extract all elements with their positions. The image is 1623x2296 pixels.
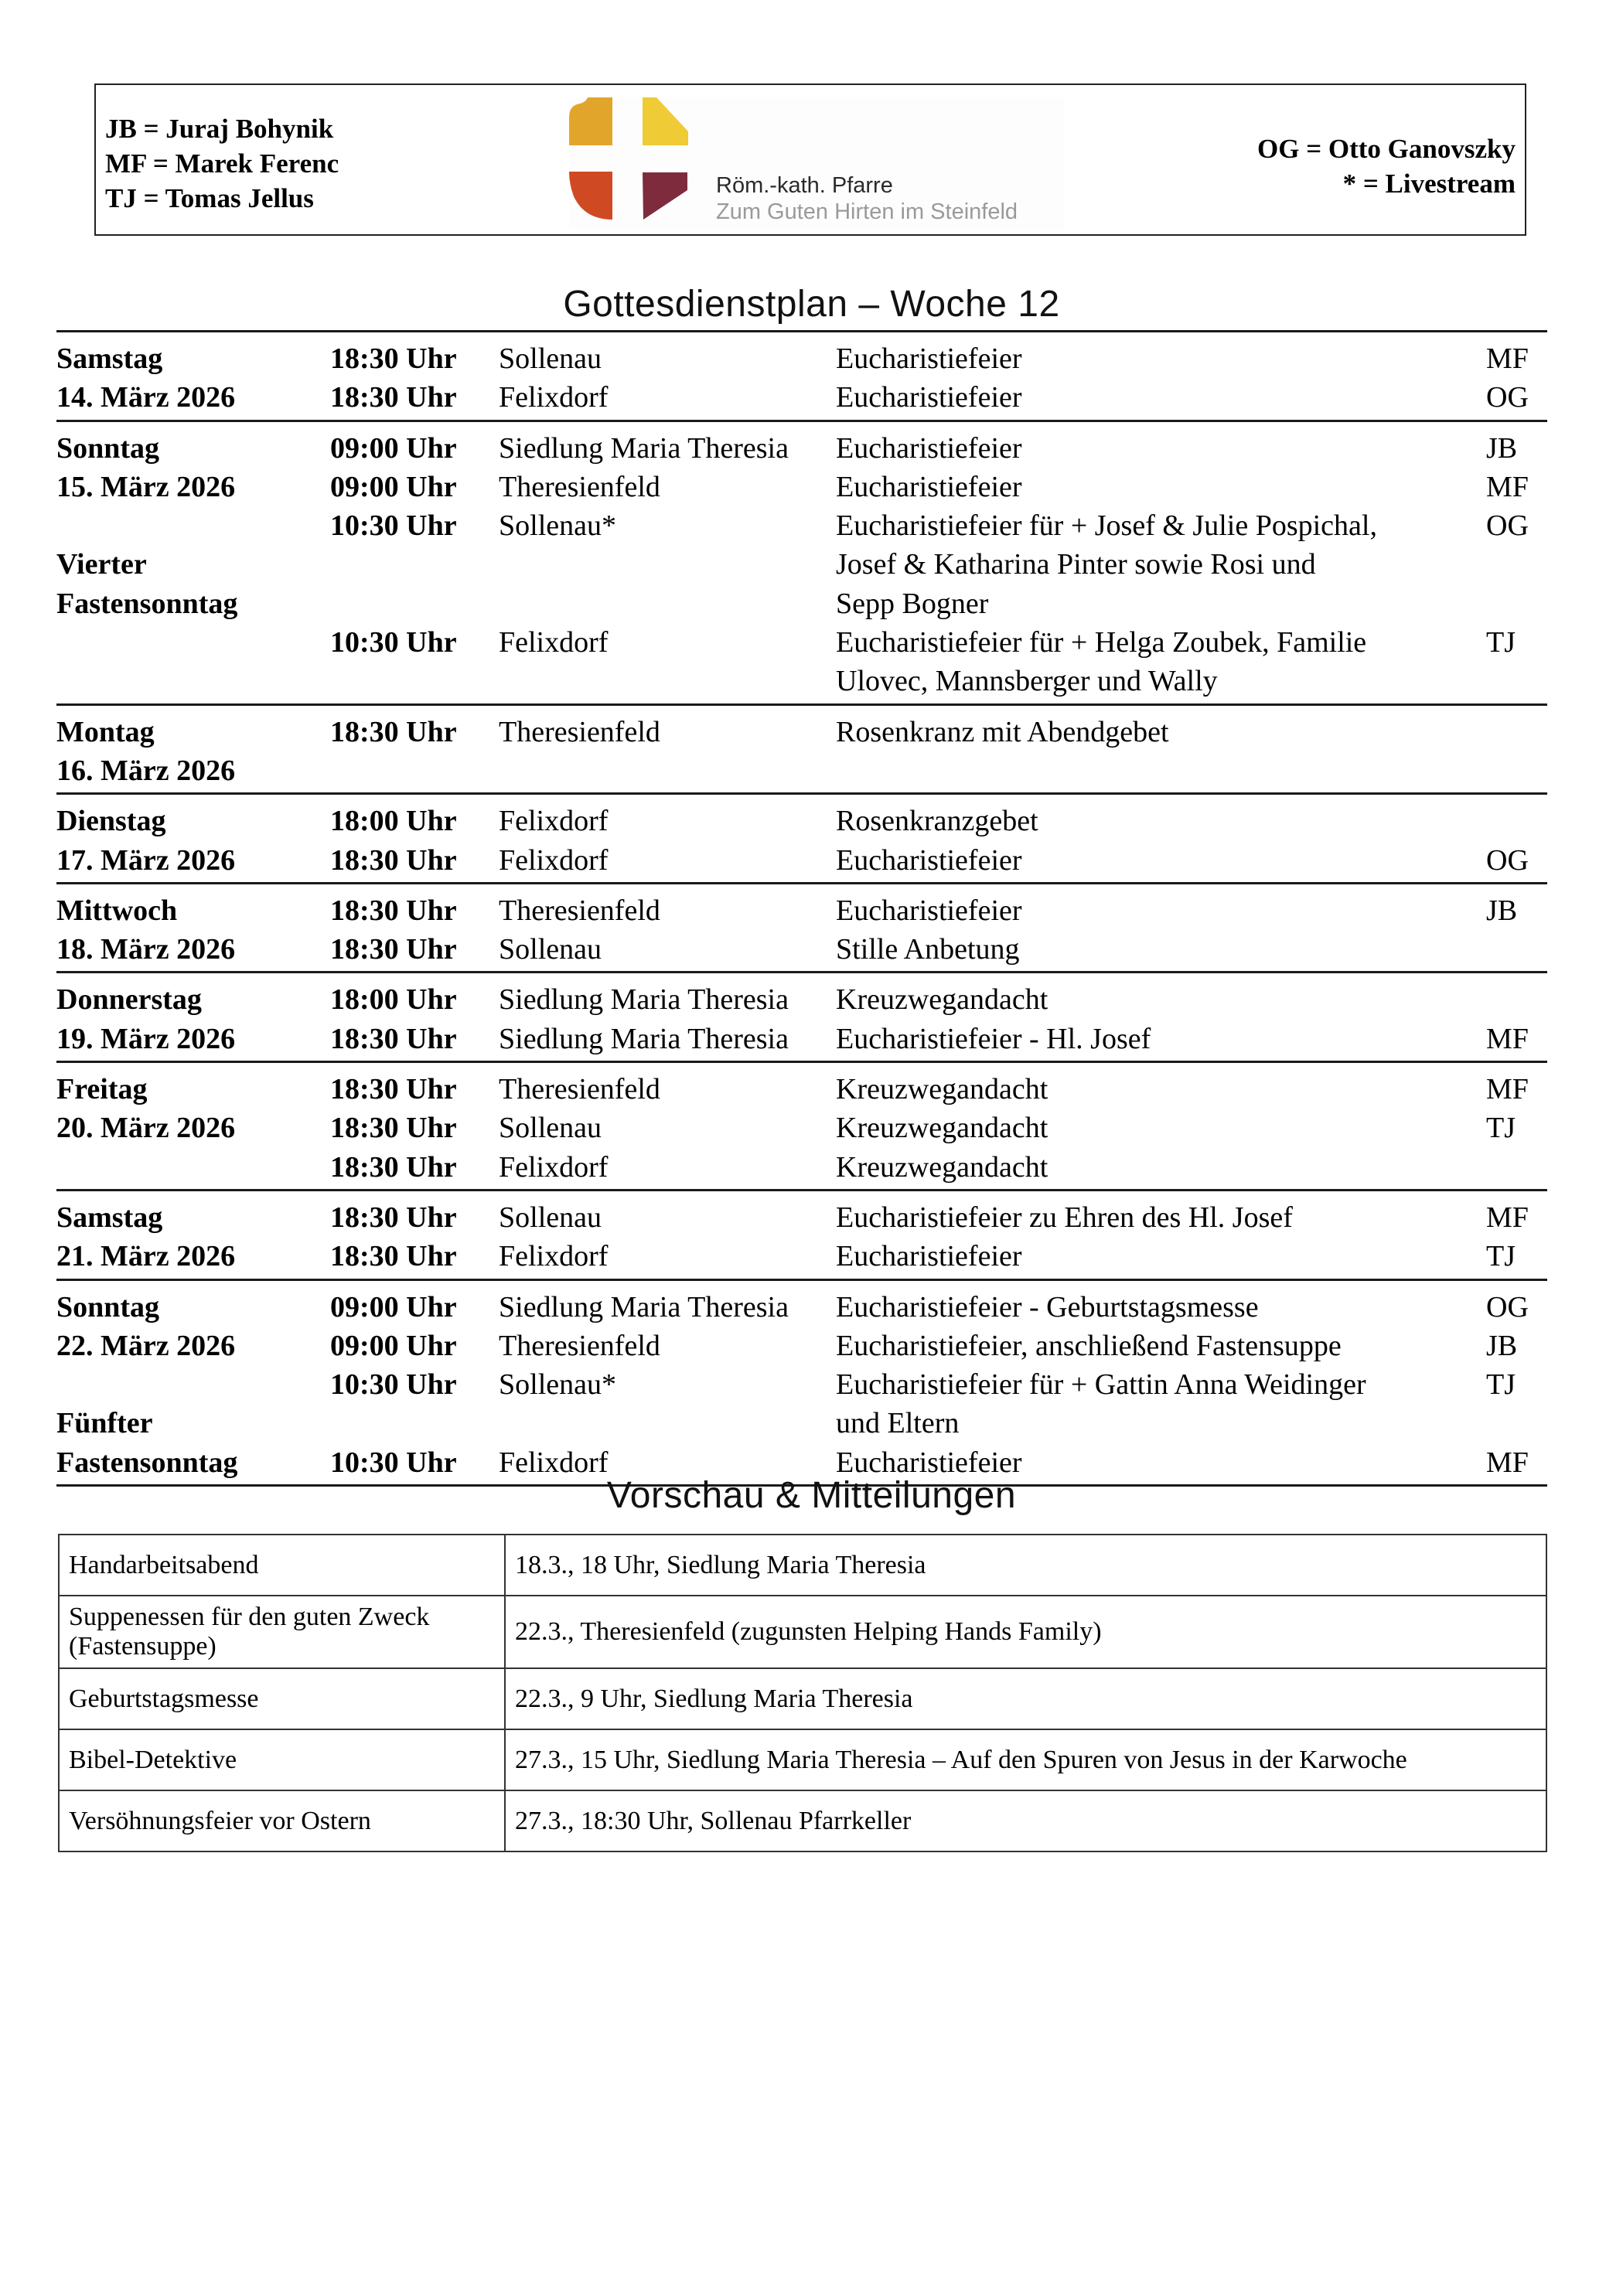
- service-location: Felixdorf: [499, 1240, 609, 1273]
- service-location: Felixdorf: [499, 381, 609, 414]
- service-description: Eucharistiefeier - Geburtstagsmesse: [836, 1290, 1259, 1323]
- service-time: 18:30 Uhr: [330, 1240, 457, 1273]
- day-label: Fünfter: [56, 1407, 153, 1440]
- schedule-line: [56, 980, 1547, 1019]
- legend-tj: TJ = Tomas Jellus: [105, 183, 314, 213]
- service-time: 18:30 Uhr: [330, 843, 457, 877]
- preview-event-details: 27.3., 15 Uhr, Siedlung Maria Theresia – Auf den Spuren von Jesus in der Karwoche: [505, 1729, 1546, 1790]
- service-description: Eucharistiefeier: [836, 894, 1022, 927]
- day-block: [56, 703, 1547, 793]
- legend-right: [1257, 131, 1516, 201]
- day-label: 21. März 2026: [56, 1240, 236, 1273]
- service-description: Eucharistiefeier: [836, 342, 1022, 375]
- schedule-table: [56, 330, 1547, 1487]
- day-block: [56, 330, 1547, 420]
- schedule-line: [56, 468, 1547, 506]
- parish-logo: [569, 97, 1064, 230]
- service-location: Felixdorf: [499, 805, 609, 838]
- schedule-line: [56, 1404, 1547, 1443]
- day-label: 20. März 2026: [56, 1112, 236, 1145]
- service-description: Sepp Bogner: [836, 587, 989, 620]
- service-location: Siedlung Maria Theresia: [499, 1290, 789, 1323]
- preview-row: [59, 1668, 1546, 1729]
- day-label: Montag: [56, 715, 155, 748]
- service-description: Eucharistiefeier: [836, 431, 1022, 465]
- day-block: [56, 882, 1547, 972]
- service-location: Siedlung Maria Theresia: [499, 1022, 789, 1055]
- service-description: Eucharistiefeier: [836, 1240, 1022, 1273]
- preview-event-details: 18.3., 18 Uhr, Siedlung Maria Theresia: [505, 1535, 1546, 1596]
- service-location: Theresienfeld: [499, 894, 660, 927]
- celebrant-initials: JB: [1486, 894, 1518, 927]
- legend-livestream: * = Livestream: [1342, 169, 1516, 199]
- day-label: 19. März 2026: [56, 1022, 236, 1055]
- service-time: 10:30 Uhr: [330, 509, 457, 543]
- schedule-line: [56, 891, 1547, 930]
- celebrant-initials: MF: [1486, 1073, 1529, 1106]
- schedule-line: [56, 623, 1547, 662]
- preview-row: [59, 1790, 1546, 1851]
- service-time: 18:00 Uhr: [330, 805, 457, 838]
- day-label: 16. März 2026: [56, 754, 236, 787]
- service-location: Sollenau*: [499, 1368, 616, 1402]
- preview-event-name: Suppenessen für den guten Zweck (Fastensuppe): [59, 1596, 505, 1668]
- service-time: 18:30 Uhr: [330, 715, 457, 748]
- service-description: Ulovec, Mannsberger und Wally: [836, 665, 1218, 698]
- celebrant-initials: OG: [1486, 1290, 1529, 1323]
- preview-event-details: 22.3., 9 Uhr, Siedlung Maria Theresia: [505, 1668, 1546, 1729]
- logo-line-2: Zum Guten Hirten im Steinfeld: [716, 199, 1018, 224]
- schedule-line: [56, 713, 1547, 751]
- service-description: Kreuzwegandacht: [836, 1150, 1048, 1184]
- service-time: 09:00 Uhr: [330, 1290, 457, 1323]
- day-block: [56, 971, 1547, 1061]
- schedule-line: [56, 802, 1547, 840]
- day-label: 22. März 2026: [56, 1329, 236, 1362]
- service-description: Rosenkranz mit Abendgebet: [836, 715, 1169, 748]
- celebrant-initials: TJ: [1486, 626, 1516, 659]
- schedule-line: [56, 1020, 1547, 1058]
- service-time: 18:00 Uhr: [330, 983, 457, 1017]
- day-label: Fastensonntag: [56, 587, 238, 620]
- day-block: [56, 1061, 1547, 1189]
- schedule-title: Gottesdienstplan – Woche 12: [563, 284, 1060, 325]
- service-description: Kreuzwegandacht: [836, 1073, 1048, 1106]
- schedule-line: [56, 378, 1547, 417]
- preview-event-details: 22.3., Theresienfeld (zugunsten Helping Hands Family): [505, 1596, 1546, 1668]
- day-label: Dienstag: [56, 805, 166, 838]
- service-description: Rosenkranzgebet: [836, 805, 1038, 838]
- service-time: 18:30 Uhr: [330, 1150, 457, 1184]
- service-time: 18:30 Uhr: [330, 1073, 457, 1106]
- schedule-line: [56, 506, 1547, 545]
- service-description: Stille Anbetung: [836, 933, 1020, 966]
- day-label: Sonntag: [56, 1290, 160, 1323]
- service-time: 10:30 Uhr: [330, 626, 457, 659]
- celebrant-initials: MF: [1486, 1201, 1529, 1234]
- service-description: Eucharistiefeier für + Gattin Anna Weidinger: [836, 1368, 1366, 1402]
- preview-event-name: Handarbeitsabend: [59, 1535, 505, 1596]
- schedule-line: [56, 1288, 1547, 1327]
- service-description: Eucharistiefeier zu Ehren des Hl. Josef: [836, 1201, 1293, 1234]
- service-location: Felixdorf: [499, 1446, 609, 1479]
- service-location: Theresienfeld: [499, 1329, 660, 1362]
- service-location: Theresienfeld: [499, 1073, 660, 1106]
- service-time: 09:00 Uhr: [330, 1329, 457, 1362]
- celebrant-initials: TJ: [1486, 1240, 1516, 1273]
- preview-event-details: 27.3., 18:30 Uhr, Sollenau Pfarrkeller: [505, 1790, 1546, 1851]
- schedule-line: [56, 841, 1547, 880]
- service-location: Sollenau: [499, 933, 602, 966]
- preview-row: [59, 1596, 1546, 1668]
- celebrant-initials: OG: [1486, 509, 1529, 543]
- celebrant-initials: JB: [1486, 431, 1518, 465]
- preview-row: [59, 1729, 1546, 1790]
- legend-og: OG = Otto Ganovszky: [1257, 134, 1516, 164]
- service-time: 09:00 Uhr: [330, 431, 457, 465]
- logo-line-1: Röm.-kath. Pfarre: [716, 173, 893, 198]
- service-location: Siedlung Maria Theresia: [499, 983, 789, 1017]
- celebrant-initials: MF: [1486, 1446, 1529, 1479]
- service-description: Eucharistiefeier für + Josef & Julie Pospichal,: [836, 509, 1377, 543]
- service-location: Siedlung Maria Theresia: [499, 431, 789, 465]
- preview-event-name: Bibel-Detektive: [59, 1729, 505, 1790]
- service-description: Eucharistiefeier für + Helga Zoubek, Familie: [836, 626, 1367, 659]
- service-description: Eucharistiefeier: [836, 381, 1022, 414]
- service-description: Eucharistiefeier: [836, 1446, 1022, 1479]
- celebrant-initials: TJ: [1486, 1112, 1516, 1145]
- service-description: Eucharistiefeier: [836, 843, 1022, 877]
- schedule-line: [56, 1365, 1547, 1404]
- cross-shield-icon: [569, 97, 708, 230]
- day-label: Donnerstag: [56, 983, 202, 1017]
- service-time: 18:30 Uhr: [330, 1112, 457, 1145]
- service-description: Kreuzwegandacht: [836, 983, 1048, 1017]
- preview-title: Vorschau & Mitteilungen: [606, 1475, 1017, 1516]
- schedule-line: [56, 1237, 1547, 1276]
- schedule-line: [56, 429, 1547, 468]
- celebrant-initials: TJ: [1486, 1368, 1516, 1402]
- day-label: Freitag: [56, 1073, 148, 1106]
- schedule-line: [56, 1109, 1547, 1147]
- service-description: Eucharistiefeier - Hl. Josef: [836, 1022, 1151, 1055]
- service-time: 10:30 Uhr: [330, 1368, 457, 1402]
- schedule-line: [56, 1070, 1547, 1109]
- service-time: 09:00 Uhr: [330, 470, 457, 503]
- celebrant-initials: MF: [1486, 470, 1529, 503]
- service-location: Sollenau*: [499, 509, 616, 543]
- service-description: Eucharistiefeier, anschließend Fastensuppe: [836, 1329, 1342, 1362]
- celebrant-initials: MF: [1486, 342, 1529, 375]
- day-label: Samstag: [56, 1201, 163, 1234]
- schedule-line: [56, 751, 1547, 790]
- day-label: 15. März 2026: [56, 470, 236, 503]
- service-time: 18:30 Uhr: [330, 1201, 457, 1234]
- logo-text: [716, 172, 1018, 225]
- schedule-line: [56, 662, 1547, 700]
- service-description: Eucharistiefeier: [836, 470, 1022, 503]
- service-location: Felixdorf: [499, 843, 609, 877]
- service-location: Sollenau: [499, 1112, 602, 1145]
- preview-table: [58, 1534, 1547, 1852]
- day-block: [56, 1279, 1547, 1487]
- celebrant-initials: MF: [1486, 1022, 1529, 1055]
- service-time: 18:30 Uhr: [330, 1022, 457, 1055]
- celebrant-initials: OG: [1486, 843, 1529, 877]
- service-time: 18:30 Uhr: [330, 381, 457, 414]
- service-description: Kreuzwegandacht: [836, 1112, 1048, 1145]
- day-block: [56, 420, 1547, 703]
- preview-event-name: Versöhnungsfeier vor Ostern: [59, 1790, 505, 1851]
- celebrant-initials: JB: [1486, 1329, 1518, 1362]
- preview-row: [59, 1535, 1546, 1596]
- day-label: Fastensonntag: [56, 1446, 238, 1479]
- schedule-line: [56, 545, 1547, 584]
- service-time: 18:30 Uhr: [330, 894, 457, 927]
- service-time: 18:30 Uhr: [330, 342, 457, 375]
- schedule-line: [56, 584, 1547, 623]
- legend-mf: MF = Marek Ferenc: [105, 148, 339, 179]
- legend-box: [94, 83, 1526, 236]
- day-label: Mittwoch: [56, 894, 178, 927]
- service-time: 10:30 Uhr: [330, 1446, 457, 1479]
- day-label: Samstag: [56, 342, 163, 375]
- schedule-line: [56, 1198, 1547, 1237]
- service-location: Felixdorf: [499, 1150, 609, 1184]
- schedule-line: [56, 1148, 1547, 1187]
- service-location: Sollenau: [499, 1201, 602, 1234]
- service-location: Theresienfeld: [499, 470, 660, 503]
- service-time: 18:30 Uhr: [330, 933, 457, 966]
- legend-left: [105, 111, 339, 216]
- schedule-line: [56, 1327, 1547, 1365]
- day-block: [56, 1189, 1547, 1279]
- service-description: und Eltern: [836, 1407, 960, 1440]
- celebrant-initials: OG: [1486, 381, 1529, 414]
- service-location: Sollenau: [499, 342, 602, 375]
- day-label: Vierter: [56, 548, 147, 581]
- schedule-line: [56, 930, 1547, 969]
- service-location: Felixdorf: [499, 626, 609, 659]
- legend-jb: JB = Juraj Bohynik: [105, 114, 334, 144]
- day-label: Sonntag: [56, 431, 160, 465]
- day-label: 17. März 2026: [56, 843, 236, 877]
- service-location: Theresienfeld: [499, 715, 660, 748]
- day-label: 18. März 2026: [56, 933, 236, 966]
- service-description: Josef & Katharina Pinter sowie Rosi und: [836, 548, 1316, 581]
- preview-event-name: Geburtstagsmesse: [59, 1668, 505, 1729]
- day-label: 14. März 2026: [56, 381, 236, 414]
- schedule-line: [56, 339, 1547, 378]
- day-block: [56, 792, 1547, 882]
